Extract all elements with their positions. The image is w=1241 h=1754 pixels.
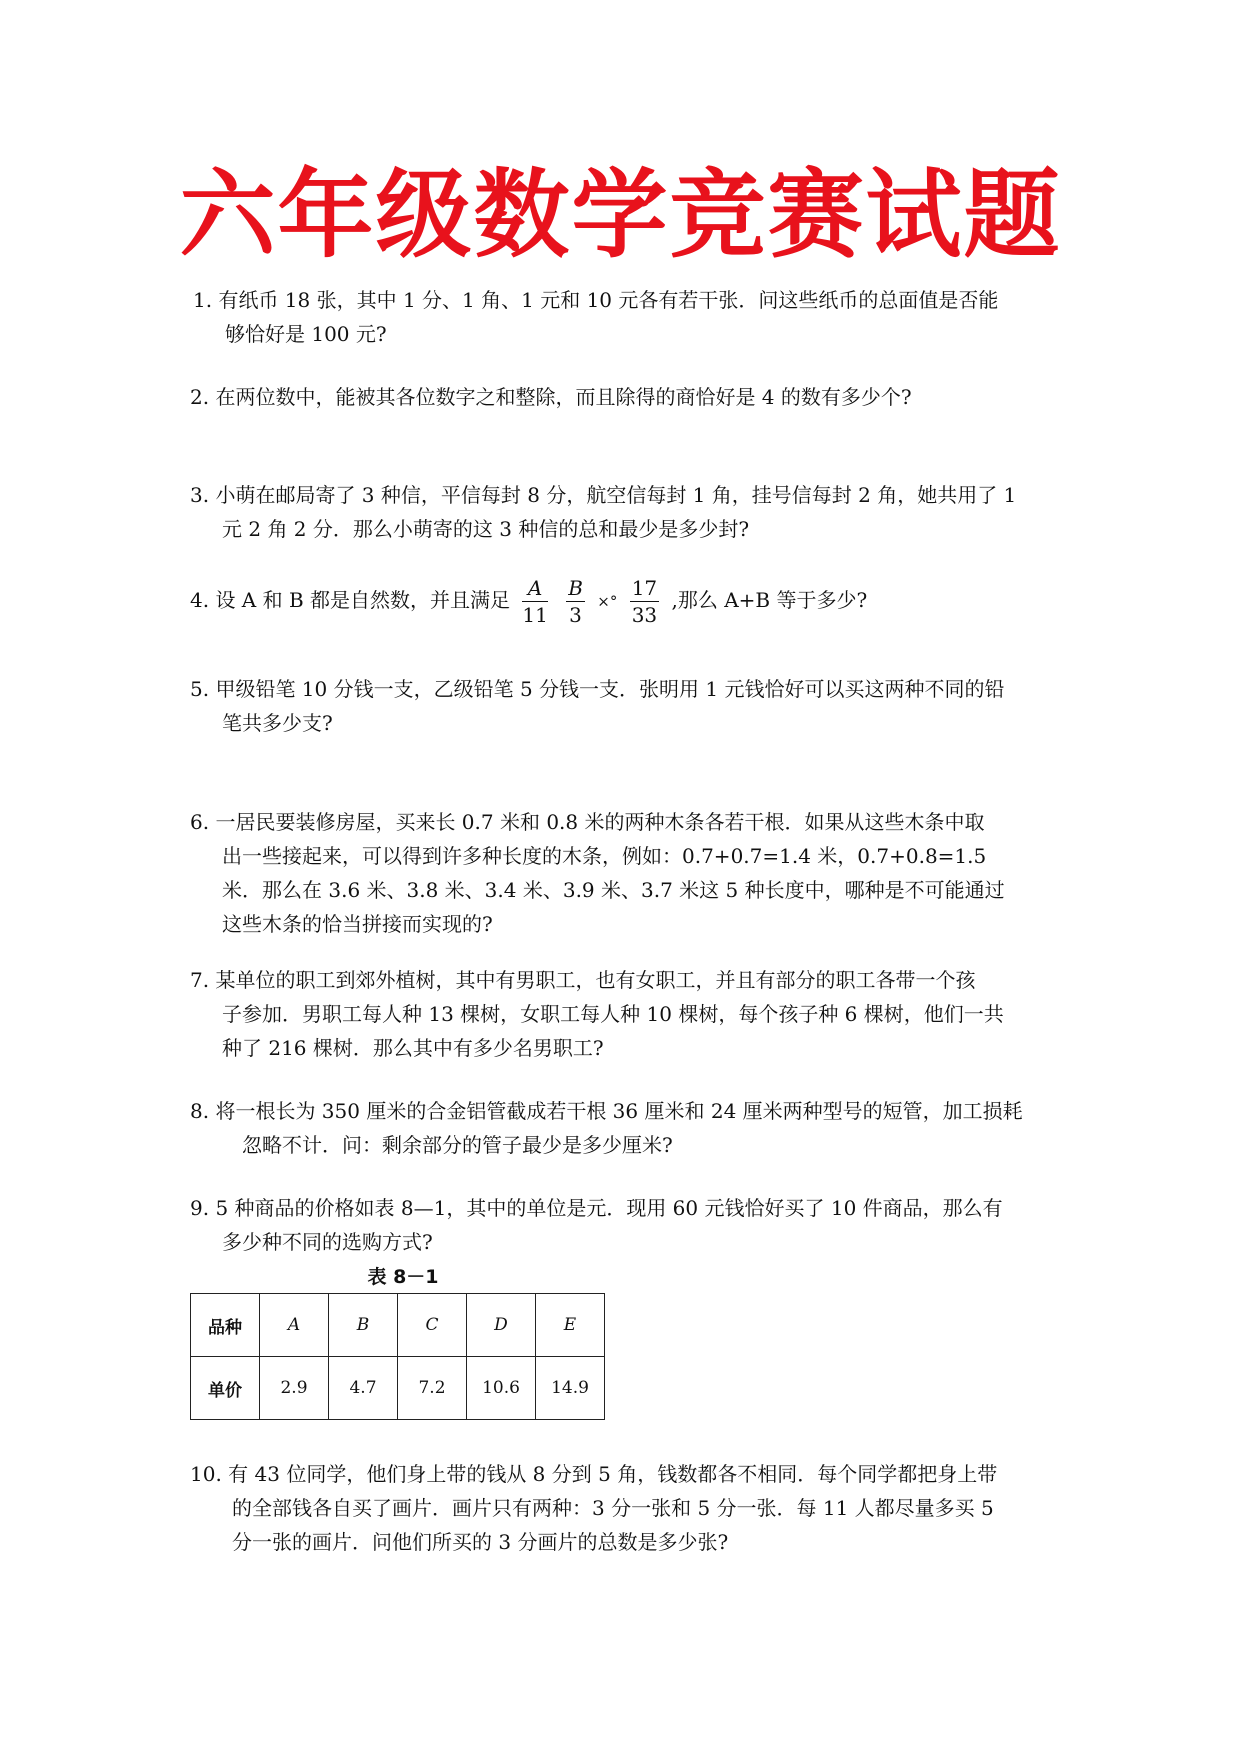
table-header-price: 单价	[191, 1357, 260, 1420]
question-5	[190, 672, 1004, 740]
table-price-d: 10.6	[467, 1357, 536, 1420]
question-4-text-post: ,那么 A+B 等于多少?	[671, 588, 868, 612]
question-9-line-2: 多少种不同的选购方式?	[222, 1230, 433, 1254]
fraction-3-denominator: 33	[631, 603, 658, 627]
question-9-line-1: 9. 5 种商品的价格如表 8—1，其中的单位是元．现用 60 元钱恰好买了 10 件商品，那么有	[190, 1196, 1003, 1220]
table-price-e: 14.9	[536, 1357, 605, 1420]
question-4-text-pre: 4. 设 A 和 B 都是自然数，并且满足	[190, 588, 511, 612]
question-2-line-1: 2. 在两位数中，能被其各位数字之和整除，而且除得的商恰好是 4 的数有多少个?	[190, 385, 912, 409]
fraction-a-over-11	[522, 575, 547, 628]
table-row-items	[191, 1294, 605, 1357]
table-item-b: B	[329, 1294, 398, 1357]
question-6-line-3: 米．那么在 3.6 米、3.8 米、3.4 米、3.9 米、3.7 米这 5 种长度中，哪种是不可能通过	[222, 878, 1005, 902]
table-price-c: 7.2	[398, 1357, 467, 1420]
question-1	[193, 283, 998, 351]
question-8-line-1: 8. 将一根长为 350 厘米的合金铝管截成若干根 36 厘米和 24 厘米两种型号的短管，加工损耗	[190, 1099, 1023, 1123]
question-3-line-1: 3. 小萌在邮局寄了 3 种信，平信每封 8 分，航空信每封 1 角，挂号信每封 2 角，她共用了 1	[190, 483, 1017, 507]
table-row-prices	[191, 1357, 605, 1420]
table-item-a: A	[260, 1294, 329, 1357]
question-6-line-4: 这些木条的恰当拼接而实现的?	[222, 912, 493, 936]
question-9	[190, 1191, 1003, 1259]
question-10-line-1: 10. 有 43 位同学，他们身上带的钱从 8 分到 5 角，钱数都各不相同．每个同学都把身上带	[190, 1462, 998, 1486]
question-6-line-1: 6. 一居民要装修房屋，买来长 0.7 米和 0.8 米的两种木条各若干根．如果从这些木条中取	[190, 810, 985, 834]
fraction-1-numerator: A	[522, 575, 547, 602]
question-10-line-3: 分一张的画片．问他们所买的 3 分画片的总数是多少张?	[232, 1530, 729, 1554]
table-item-d: D	[467, 1294, 536, 1357]
question-3-line-2: 元 2 角 2 分．那么小萌寄的这 3 种信的总和最少是多少封?	[222, 517, 750, 541]
question-7-line-3: 种了 216 棵树．那么其中有多少名男职工?	[222, 1036, 604, 1060]
question-5-line-1: 5. 甲级铅笔 10 分钱一支，乙级铅笔 5 分钱一支．张明用 1 元钱恰好可以买这两种不同的铅	[190, 677, 1005, 701]
question-7-line-1: 7. 某单位的职工到郊外植树，其中有男职工，也有女职工，并且有部分的职工各带一个孩	[190, 968, 976, 992]
operator-symbol: ×°	[597, 592, 618, 611]
question-1-line-1: 1. 有纸币 18 张，其中 1 分、1 角、1 元和 10 元各有若干张．问这些纸币的总面值是否能	[193, 288, 999, 312]
price-table	[190, 1293, 605, 1420]
question-1-line-2: 够恰好是 100 元?	[225, 322, 387, 346]
question-10-line-2: 的全部钱各自买了画片．画片只有两种：3 分一张和 5 分一张．每 11 人都尽量多买 5	[232, 1496, 994, 1520]
question-6	[190, 805, 1005, 941]
fraction-3-numerator: 17	[631, 576, 658, 600]
question-6-line-2: 出一些接起来，可以得到许多种长度的木条，例如：0.7+0.7=1.4 米，0.7+0.8=1.5	[222, 844, 987, 868]
table-price-b: 4.7	[329, 1357, 398, 1420]
fraction-2-numerator: B	[568, 576, 583, 600]
fraction-2-denominator: 3	[569, 603, 582, 627]
question-2	[190, 380, 912, 414]
question-8-line-2: 忽略不计．问：剩余部分的管子最少是多少厘米?	[242, 1133, 673, 1157]
table-item-e: E	[536, 1294, 605, 1357]
question-7	[190, 963, 1004, 1065]
fraction-b-over-3	[566, 575, 585, 628]
table-header-item: 品种	[191, 1294, 260, 1357]
page-title: 六年级数学竞赛试题	[179, 159, 1062, 271]
table-item-c: C	[398, 1294, 467, 1357]
question-5-line-2: 笔共多少支?	[222, 711, 333, 735]
question-4-line	[190, 575, 867, 628]
question-4	[190, 575, 867, 628]
fraction-1-denominator: 11	[522, 603, 548, 627]
table-price-a: 2.9	[260, 1357, 329, 1420]
question-8	[190, 1094, 1023, 1162]
table-caption: 表 8－1	[367, 1266, 439, 1288]
fraction-17-over-33	[630, 575, 659, 628]
question-7-line-2: 子参加．男职工每人种 13 棵树，女职工每人种 10 棵树，每个孩子种 6 棵树，他们一共	[222, 1002, 1004, 1026]
question-10	[190, 1457, 997, 1559]
question-3	[190, 478, 1016, 546]
